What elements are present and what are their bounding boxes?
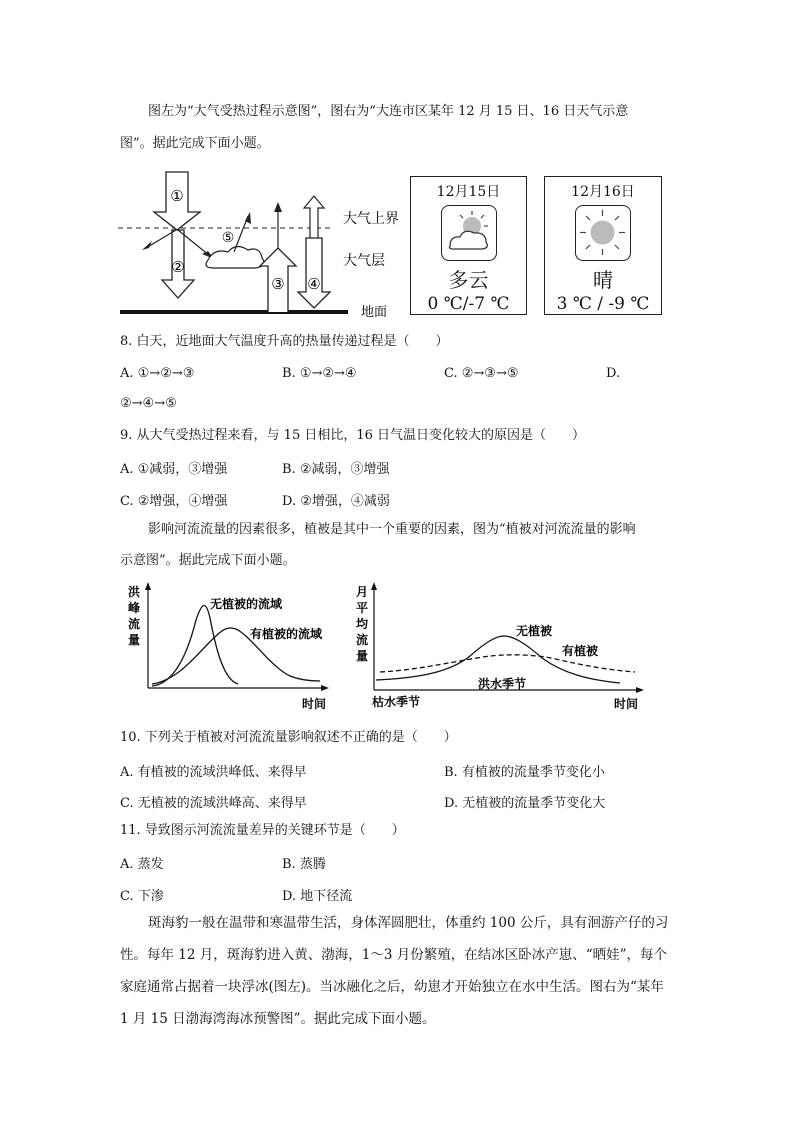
cloudy-icon: [441, 205, 497, 261]
q8-option-d[interactable]: D.: [606, 366, 621, 381]
left-ylabel-1: 洪: [127, 585, 141, 599]
q9-option-a[interactable]: A. ①减弱，③增强: [120, 462, 228, 477]
right-ylabel-1: 月: [355, 585, 369, 599]
q10-stem: 10. 下列关于植被对河流流量影响叙述不正确的是（ ）: [120, 730, 457, 745]
atmosphere-heating-diagram: [118, 168, 418, 320]
right-xlabel: 时间: [614, 697, 639, 711]
right-ylabel-3: 均: [355, 617, 369, 631]
intro3-paragraph: 斑海豹一般在温带和寒温带生活，身体浑圆肥壮，体重约 100 公斤，具有洄游产仔的习性。每年 12 月，斑海豹进入黄、渤海，1～3 月份繁殖，在结冰区卧冰产崽、“晒娃”，每个家庭通常占据着一块浮冰(图左)。当冰融化之后，幼崽才开始独立在水中生活。图右为“某年 1 月 15 日渤海湾海冰预警图”。据此完成下面小题。: [120, 915, 669, 1027]
q9-option-c[interactable]: C. ②增强，④增强: [120, 494, 228, 509]
q9-option-d[interactable]: D. ②增强，④减弱: [282, 494, 390, 509]
left-xlabel: 时间: [302, 697, 327, 711]
monthly-flow-chart: [350, 580, 650, 715]
arrow2-label: ②: [171, 258, 185, 276]
right-dry-season: 枯水季节: [372, 695, 421, 709]
weather-card-dec15: [410, 176, 527, 315]
right-curve-no-vegetation: 无植被: [516, 624, 553, 638]
weather-card-dec16-weather: 晴: [593, 268, 613, 292]
weather-card-dec15-temp: 0 ℃/-7 ℃: [427, 294, 510, 314]
label-atmosphere-top: 大气上界: [343, 211, 399, 227]
arrow3-label: ③: [271, 275, 285, 293]
left-ylabel-4: 量: [127, 633, 141, 647]
weather-card-dec16-temp: 3 ℃ / -9 ℃: [556, 294, 650, 314]
intro1-line2: 图”。据此完成下面小题。: [120, 136, 270, 151]
q10-option-b[interactable]: B. 有植被的流量季节变化小: [444, 765, 605, 780]
left-curve-vegetation: 有植被的流域: [250, 627, 323, 641]
q8-option-c[interactable]: C. ②→③→⑤: [444, 366, 519, 381]
label-ground: 地面: [361, 305, 388, 320]
arrow4-label: ④: [307, 275, 321, 293]
weather-card-dec15-weather: 多云: [448, 268, 489, 292]
arrow1-label: ①: [170, 187, 184, 205]
flood-peak-chart: [120, 580, 330, 715]
weather-card-dec16-date: 12月16日: [571, 184, 635, 200]
q8-option-d-content[interactable]: ②→④→⑤: [120, 396, 177, 411]
q9-option-b[interactable]: B. ②减弱，③增强: [282, 462, 390, 477]
q11-stem: 11. 导致图示河流流量差异的关键环节是（ ）: [120, 823, 405, 838]
intro2-line1: 影响河流流量的因素很多，植被是其中一个重要的因素，图为“植被对河流流量的影响: [148, 522, 636, 537]
intro1-line1: 图左为“大气受热过程示意图”，图右为“大连市区某年 12 月 15 日、16 日天气示意: [148, 104, 629, 119]
q8-option-a[interactable]: A. ①→②→③: [120, 366, 195, 381]
q8-stem: 8. 白天，近地面大气温度升高的热量传递过程是（ ）: [120, 334, 449, 349]
left-ylabel-2: 峰: [127, 601, 141, 615]
intro2-line2: 示意图”。据此完成下面小题。: [120, 553, 296, 568]
q10-option-a[interactable]: A. 有植被的流域洪峰低、来得早: [120, 765, 307, 780]
q11-option-c[interactable]: C. 下渗: [120, 889, 164, 904]
label-atmosphere-layer: 大气层: [343, 253, 385, 269]
right-ylabel-2: 平: [355, 601, 369, 615]
q9-stem: 9. 从大气受热过程来看，与 15 日相比，16 日气温日变化较大的原因是（ ）: [120, 428, 586, 443]
left-curve-no-vegetation: 无植被的流域: [210, 597, 283, 611]
arrow5-label: ⑤: [221, 230, 235, 246]
sunny-icon: [575, 205, 631, 261]
q11-option-b[interactable]: B. 蒸腾: [282, 857, 326, 872]
q10-option-c[interactable]: C. 无植被的流域洪峰高、来得早: [120, 796, 307, 811]
right-ylabel-4: 流: [355, 633, 369, 647]
q11-option-d[interactable]: D. 地下径流: [282, 889, 353, 904]
q11-option-a[interactable]: A. 蒸发: [120, 857, 164, 872]
weather-card-dec15-date: 12月15日: [436, 184, 501, 200]
q8-option-b[interactable]: B. ①→②→④: [282, 366, 357, 381]
right-curve-vegetation: 有植被: [562, 644, 599, 658]
left-ylabel-3: 流: [127, 617, 141, 631]
q10-option-d[interactable]: D. 无植被的流量季节变化大: [444, 796, 606, 811]
weather-card-dec16: [544, 176, 662, 315]
right-flood-season: 洪水季节: [478, 677, 527, 691]
right-ylabel-5: 量: [355, 649, 369, 663]
